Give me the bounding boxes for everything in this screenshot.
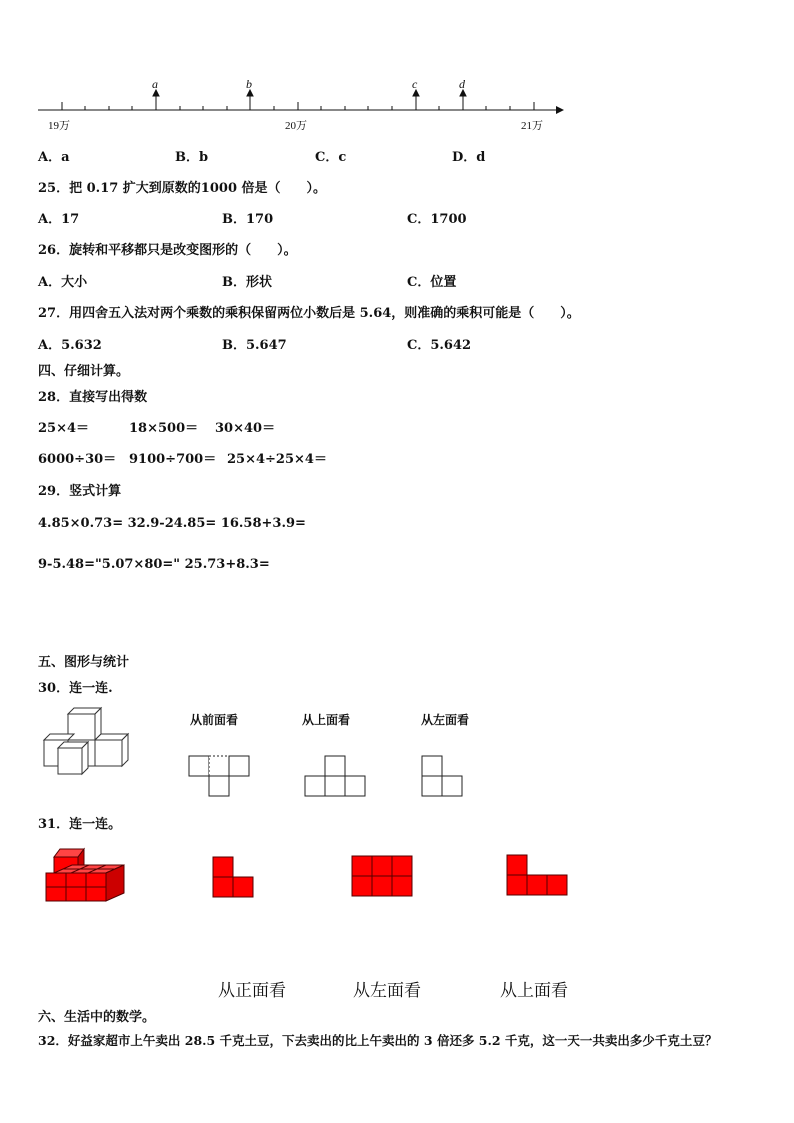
q26-stem: 26．旋转和平移都只是改变图形的（ ）。: [38, 243, 297, 258]
point-a-label: a: [152, 77, 158, 91]
q27-option-c[interactable]: C．5.642: [407, 338, 472, 353]
number-line-graphic: [0, 0, 794, 140]
q24-option-a[interactable]: A．a: [38, 150, 70, 165]
tick-label-19: 19万: [48, 120, 70, 132]
q30-solid-figure: [40, 708, 140, 778]
q31-view-shape-1: [212, 856, 256, 898]
q29-line-2: 9-5.48="5.07×80=" 25.73+8.3=: [38, 557, 270, 572]
section4-title: 四、仔细计算。: [38, 364, 130, 379]
q26-option-c[interactable]: C．位置: [407, 275, 457, 290]
q27-option-b[interactable]: B．5.647: [222, 338, 287, 353]
q28-item-5: 9100÷700＝: [129, 452, 217, 467]
tick-label-20: 20万: [285, 120, 307, 132]
q31-title: 31．连一连。: [38, 817, 122, 832]
q32-text: 32．好益家超市上午卖出 28.5 千克土豆，下去卖出的比上午卖出的 3 倍还多 5.2 千克，这一天一共卖出多少千克土豆？: [38, 1033, 718, 1048]
point-d-label: d: [459, 77, 465, 91]
q25-option-c[interactable]: C．1700: [407, 212, 467, 227]
q31-view-front-label: 从正面看: [218, 981, 286, 1001]
q28-item-3: 30×40＝: [215, 421, 276, 436]
q28-item-1: 25×4＝: [38, 421, 90, 436]
q31-view-shape-3: [506, 854, 570, 896]
q26-option-a[interactable]: A．大小: [38, 275, 88, 290]
q28-item-2: 18×500＝: [129, 421, 199, 436]
q30-view-left-label: 从左面看: [421, 713, 470, 727]
q29-line-1: 4.85×0.73= 32.9-24.85= 16.58+3.9=: [38, 516, 306, 531]
q30-view-top-label: 从上面看: [302, 713, 351, 727]
q24-option-d[interactable]: D．d: [452, 150, 486, 165]
q30-view-shape-3: [421, 755, 465, 797]
section5-title: 五、图形与统计: [38, 655, 130, 670]
q24-option-c[interactable]: C．c: [315, 150, 347, 165]
q30-view-shape-2: [304, 755, 368, 797]
q25-option-a[interactable]: A．17: [38, 212, 80, 227]
tick-label-21: 21万: [521, 120, 543, 132]
q30-title: 30．连一连.: [38, 681, 113, 696]
q29-title: 29．竖式计算: [38, 484, 122, 499]
q30-view-front-label: 从前面看: [190, 713, 239, 727]
q28-title: 28．直接写出得数: [38, 390, 148, 405]
q27-stem: 27．用四舍五入法对两个乘数的乘积保留两位小数后是 5.64，则准确的乘积可能是（ ）。: [38, 306, 580, 321]
q25-option-b[interactable]: B．170: [222, 212, 274, 227]
q26-option-b[interactable]: B．形状: [222, 275, 272, 290]
section6-title: 六、生活中的数学。: [38, 1010, 156, 1025]
point-c-label: c: [412, 77, 418, 91]
q30-view-shape-1: [188, 755, 252, 797]
q25-stem: 25．把 0.17 扩大到原数的1000 倍是（ ）。: [38, 181, 327, 196]
q27-option-a[interactable]: A．5.632: [38, 338, 102, 353]
q31-view-top-label: 从上面看: [500, 981, 568, 1001]
q31-red-solid-figure: [44, 845, 128, 905]
q28-item-4: 6000÷30＝: [38, 452, 117, 467]
point-b-label: b: [246, 77, 252, 91]
q31-view-shape-2: [351, 855, 415, 897]
q28-item-6: 25×4÷25×4＝: [227, 452, 327, 467]
q24-option-b[interactable]: B．b: [175, 150, 209, 165]
q31-view-left-label: 从左面看: [353, 981, 421, 1001]
